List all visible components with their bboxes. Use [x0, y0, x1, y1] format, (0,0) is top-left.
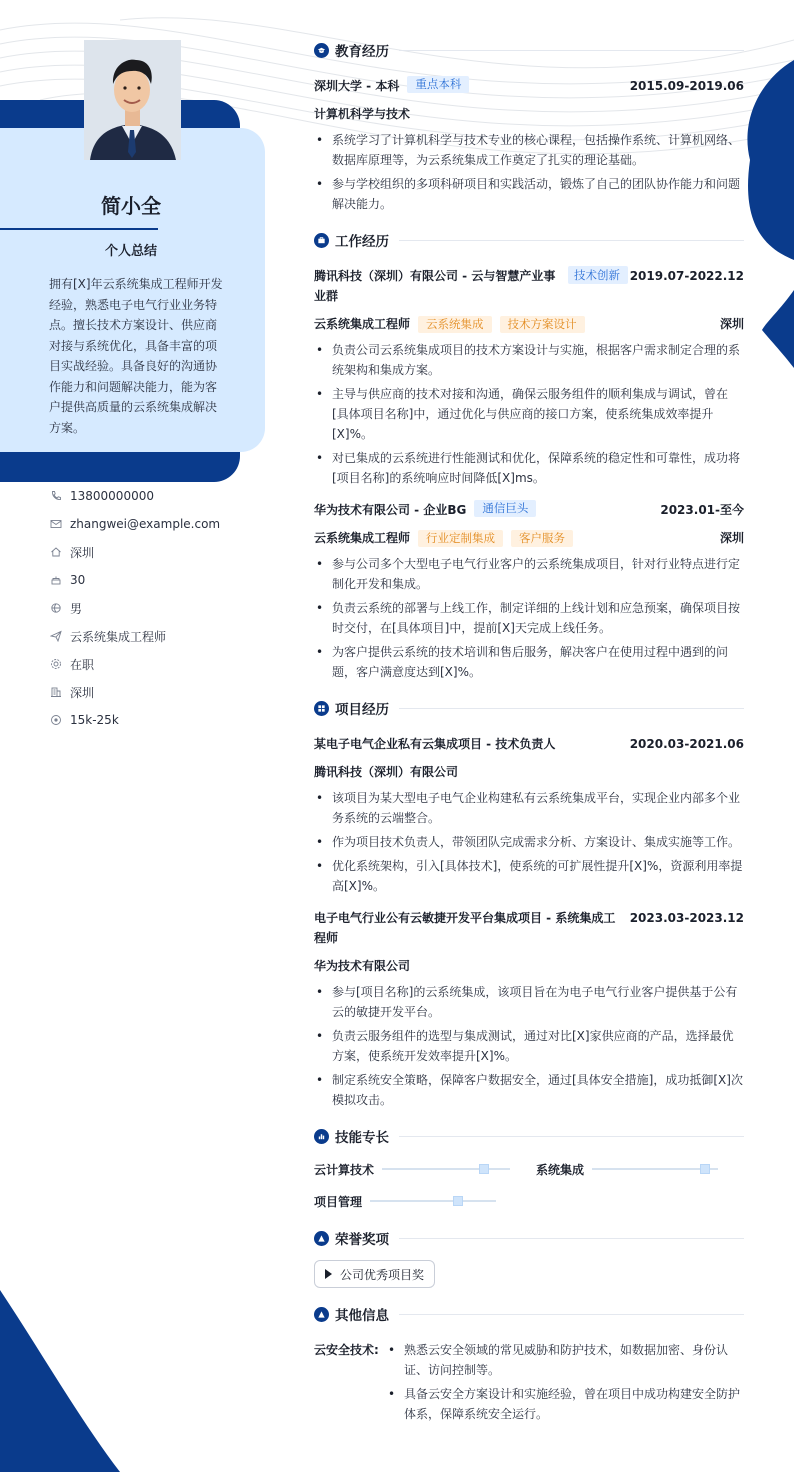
- sidebar: [0, 0, 290, 1472]
- section-divider: [399, 240, 744, 241]
- job-bullets: [314, 340, 744, 488]
- school-name: 深圳大学 - 本科: [314, 79, 400, 93]
- education-entry-head: [314, 76, 744, 96]
- skill-level-marker: [453, 1196, 463, 1206]
- section-divider: [399, 50, 744, 51]
- section-divider: [399, 708, 744, 709]
- skill-name: 云计算技术: [314, 1162, 375, 1177]
- education-bullets: [314, 130, 744, 214]
- list-item: • 对已集成的云系统进行性能测试和优化，保障系统的稳定性和可靠性，成功将[项目名称]的系统响应时间降低[X]ms。: [314, 448, 744, 488]
- projects-header: [314, 696, 744, 720]
- briefcase-icon: [314, 233, 329, 248]
- job-role: 云系统集成工程师: [314, 531, 411, 545]
- other-label: 云安全技术:: [314, 1343, 379, 1357]
- summary-title: 个人总结: [104, 244, 157, 259]
- contact-location: 深圳: [50, 678, 280, 706]
- other-header: [314, 1302, 744, 1326]
- section-divider: [399, 1314, 744, 1315]
- skill-grid: [314, 1158, 744, 1212]
- job-role: 云系统集成工程师: [314, 317, 411, 331]
- list-item: • 作为项目技术负责人，带领团队完成需求分析、方案设计、集成实施等工作。: [314, 832, 744, 852]
- home-icon: [50, 545, 70, 559]
- job-head: [314, 500, 744, 520]
- skill-bar: [370, 1200, 496, 1202]
- list-item: • 该项目为某大型电子电气企业构建私有云系统集成平台，实现企业内部多个业务系统的云端整合。: [314, 788, 744, 828]
- contact-phone: 13800000000: [50, 482, 280, 510]
- other-bullets: [386, 1340, 744, 1428]
- bar-chart-icon: [314, 1129, 329, 1144]
- skill-level-marker: [479, 1164, 489, 1174]
- awards-title: 荣誉奖项: [335, 1232, 389, 1248]
- project-head: [314, 908, 744, 948]
- skill-bar: [592, 1168, 718, 1170]
- other-entry: [314, 1340, 744, 1428]
- skill-name: 项目管理: [314, 1194, 363, 1209]
- summary-text: 拥有[X]年云系统集成工程师开发经验，熟悉电子电气行业业务特点。擅长技术方案设计、供应商对接与系统优化，具备丰富的项目实战经验。具备良好的沟通协作能力和问题解决能力，能为客户提供高质量的云系统集成解决方案。: [49, 277, 223, 435]
- education-header: [314, 38, 744, 62]
- awards-header: [314, 1226, 744, 1250]
- project-entry: [314, 734, 744, 896]
- project-bullets: [314, 788, 744, 896]
- education-major: 计算机科学与技术: [314, 107, 411, 121]
- send-icon: [50, 629, 70, 643]
- job-tag: 通信巨头: [474, 500, 536, 517]
- grid-icon: [314, 701, 329, 716]
- list-item: • 参与[项目名称]的云系统集成，该项目旨在为电子电气行业客户提供基于公有云的敏捷开发平台。: [314, 982, 744, 1022]
- other-title: 其他信息: [335, 1308, 389, 1324]
- contact-salary: 15k-25k: [50, 706, 280, 734]
- graduation-cap-icon: [314, 43, 329, 58]
- project-date: 2023.03-2023.12: [629, 911, 744, 925]
- job-city: 深圳: [719, 531, 744, 545]
- info-icon: [314, 1307, 329, 1322]
- contact-position: 云系统集成工程师: [50, 622, 280, 650]
- job-company: 腾讯科技（深圳）有限公司 - 云与智慧产业事业群: [314, 269, 556, 303]
- job-skill-tag: 云系统集成: [418, 316, 492, 333]
- job-head: [314, 266, 744, 306]
- skill-name: 系统集成: [536, 1162, 585, 1177]
- candidate-name: 简小全: [101, 194, 161, 218]
- work-header: [314, 228, 744, 252]
- project-company: 华为技术有限公司: [314, 959, 411, 973]
- list-item: • 负责公司云系统集成项目的技术方案设计与实施，根据客户需求制定合理的系统架构和集成方案。: [314, 340, 744, 380]
- salary-icon: [50, 713, 70, 727]
- award-item[interactable]: 公司优秀项目奖: [314, 1260, 435, 1288]
- section-divider: [399, 1136, 744, 1137]
- education-tag: 重点本科: [407, 76, 469, 93]
- project-bullets: [314, 982, 744, 1110]
- job-company: 华为技术有限公司 - 企业BG: [314, 503, 467, 517]
- education-title: 教育经历: [335, 44, 389, 60]
- contact-gender: 男: [50, 594, 280, 622]
- contact-status: 在职: [50, 650, 280, 678]
- job-role-row: [314, 528, 744, 548]
- job-tag: 技术创新: [568, 266, 628, 284]
- projects-section: [314, 696, 744, 1110]
- job-skill-tag: 技术方案设计: [500, 316, 585, 333]
- mail-icon: [50, 517, 70, 531]
- project-name: 电子电气行业公有云敏捷开发平台集成项目 - 系统集成工程师: [314, 911, 616, 945]
- avatar-photo: [84, 40, 181, 160]
- project-date: 2020.03-2021.06: [629, 737, 744, 751]
- skill-level-marker: [700, 1164, 710, 1174]
- list-item: • 熟悉云安全领域的常见威胁和防护技术，如数据加密、身份认证、访问控制等。: [386, 1340, 744, 1380]
- list-item: • 主导与供应商的技术对接和沟通，确保云服务组件的顺利集成与调试，曾在[具体项目名称]中，通过优化与供应商的接口方案，使系统集成效率提升[X]%。: [314, 384, 744, 444]
- list-item: • 系统学习了计算机科学与技术专业的核心课程，包括操作系统、计算机网络、数据库原理等，为云系统集成工作奠定了扎实的理论基础。: [314, 130, 744, 170]
- skills-section: [314, 1124, 744, 1212]
- list-item: • 具备云安全方案设计和实施经验，曾在项目中成功构建安全防护体系，保障系统安全运行。: [386, 1384, 744, 1424]
- education-section: [314, 38, 744, 214]
- skill-bar: [382, 1168, 510, 1170]
- contact-list: [50, 482, 280, 734]
- contact-city: 深圳: [50, 538, 280, 566]
- status-icon: [50, 657, 70, 671]
- job-bullets: [314, 554, 744, 682]
- work-section: [314, 228, 744, 682]
- skills-title: 技能专长: [335, 1130, 389, 1146]
- list-item: • 参与学校组织的多项科研项目和实践活动，锻炼了自己的团队协作能力和问题解决能力。: [314, 174, 744, 214]
- job-entry: [314, 266, 744, 488]
- list-item: • 为客户提供云系统的技术培训和售后服务，解决客户在使用过程中遇到的问题，客户满意度达到[X]%。: [314, 642, 744, 682]
- job-entry: [314, 500, 744, 682]
- job-date: 2023.01-至今: [660, 503, 744, 517]
- project-name: 某电子电气企业私有云集成项目 - 技术负责人: [314, 737, 556, 751]
- projects-title: 项目经历: [335, 702, 389, 718]
- awards-section: [314, 1226, 744, 1288]
- skill-item: [314, 1190, 536, 1212]
- contact-email: zhangwei@example.com: [50, 510, 280, 538]
- building-icon: [50, 685, 70, 699]
- list-item: • 优化系统架构，引入[具体技术]，使系统的可扩展性提升[X]%，资源利用率提高[X]%。: [314, 856, 744, 896]
- name-divider: [0, 228, 158, 230]
- skill-item: [536, 1158, 744, 1180]
- award-icon: [314, 1231, 329, 1246]
- work-title: 工作经历: [335, 234, 389, 250]
- list-item: • 制定系统安全策略，保障客户数据安全，通过[具体安全措施]，成功抵御[X]次模拟攻击。: [314, 1070, 744, 1110]
- list-item: • 负责云系统的部署与上线工作，制定详细的上线计划和应急预案，确保项目按时交付，在[具体项目]中，提前[X]天完成上线任务。: [314, 598, 744, 638]
- play-icon: [325, 1269, 332, 1279]
- project-entry: [314, 908, 744, 1110]
- job-skill-tag: 行业定制集成: [418, 530, 503, 547]
- list-item: • 参与公司多个大型电子电气行业客户的云系统集成项目，针对行业特点进行定制化开发和集成。: [314, 554, 744, 594]
- section-divider: [399, 1238, 744, 1239]
- list-item: • 负责云服务组件的选型与集成测试，通过对比[X]家供应商的产品，选择最优方案，使系统开发效率提升[X]%。: [314, 1026, 744, 1066]
- phone-icon: [50, 489, 70, 503]
- other-section: [314, 1302, 744, 1428]
- education-date: 2015.09-2019.06: [629, 79, 744, 93]
- main-content: [314, 38, 744, 1428]
- project-head: [314, 734, 744, 754]
- skill-item: [314, 1158, 536, 1180]
- job-date: 2019.07-2022.12: [629, 269, 744, 283]
- gender-icon: [50, 601, 70, 615]
- contact-age: 30: [50, 566, 280, 594]
- job-city: 深圳: [719, 317, 744, 331]
- skills-header: [314, 1124, 744, 1148]
- project-company: 腾讯科技（深圳）有限公司: [314, 765, 459, 779]
- job-role-row: [314, 314, 744, 334]
- job-skill-tag: 客户服务: [511, 530, 573, 547]
- cake-icon: [50, 573, 70, 587]
